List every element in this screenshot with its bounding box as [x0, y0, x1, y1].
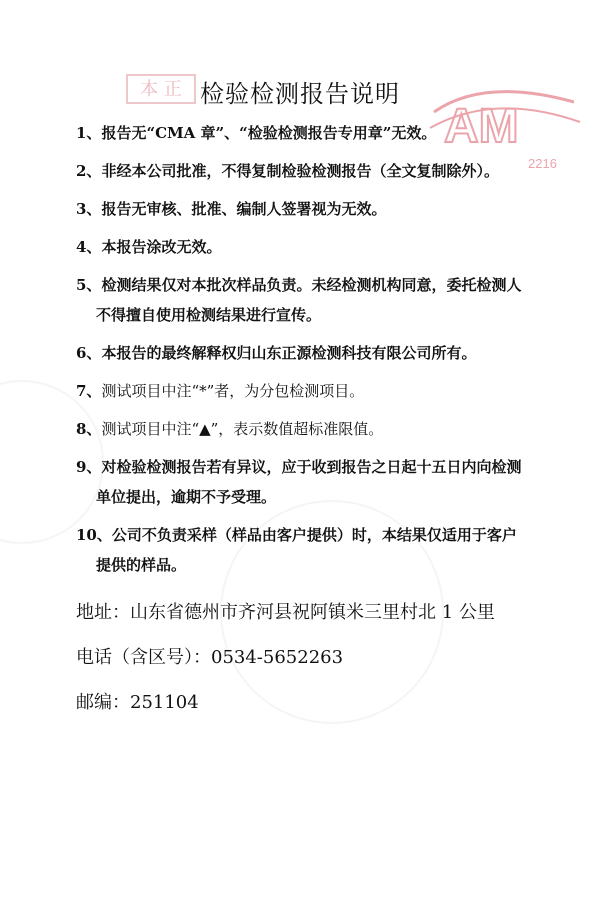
notice-item-text: 非经本公司批准，不得复制检验检测报告（全文复制除外）。	[101, 162, 499, 180]
notice-list	[76, 118, 566, 588]
am-seal-letters: AM	[444, 100, 519, 153]
partial-red-stamp: 本 正	[126, 74, 196, 104]
postcode-line: 邮编：251104	[76, 692, 199, 713]
notice-item-7: 7、测试项目中注“*”者，为分包检测项目。	[76, 382, 365, 400]
notice-item-6: 6、本报告的最终解释权归山东正源检测科技有限公司所有。	[76, 344, 477, 362]
notice-item-8: 8、测试项目中注“▲”，表示数值超标准限值。	[76, 420, 384, 438]
am-seal-serial: 2216	[528, 156, 557, 171]
notice-item-10: 10、公司不负责采样（样品由客户提供）时，本结果仅适用于客户 提供的样品。	[76, 520, 566, 580]
notice-item-text: 测试项目中注“▲”，表示数值超标准限值。	[101, 420, 384, 438]
notice-item-2: 2、非经本公司批准，不得复制检验检测报告（全文复制除外）。	[76, 162, 499, 180]
notice-item-text: 报告无审核、批准、编制人签署视为无效。	[101, 200, 387, 218]
notice-item-text: 公司不负责采样（样品由客户提供）时，本结果仅适用于客户	[111, 526, 517, 544]
notice-item-text: 对检验检测报告若有异议，应于收到报告之日起十五日内向检测	[101, 458, 522, 476]
notice-item-text: 报告无“CMA 章”、“检验检测报告专用章”无效。	[101, 124, 437, 142]
notice-item-5: 5、检测结果仅对本批次样品负责。未经检测机构同意，委托检测人 不得擅自使用检测结果进行宣传。	[76, 270, 566, 330]
notice-item-4: 4、本报告涂改无效。	[76, 238, 222, 256]
phone-line: 电话（含区号）：0534-5652263	[76, 647, 344, 668]
notice-item-1: 1、报告无“CMA 章”、“检验检测报告专用章”无效。	[76, 124, 437, 142]
notice-item-text: 本报告的最终解释权归山东正源检测科技有限公司所有。	[101, 344, 477, 362]
address-line: 地址：山东省德州市齐河县祝阿镇米三里村北 1 公里	[76, 602, 495, 623]
notice-item-text: 本报告涂改无效。	[101, 238, 222, 256]
page-title: 检验检测报告说明	[200, 80, 400, 108]
contact-info	[76, 601, 576, 736]
notice-item-text-continued: 不得擅自使用检测结果进行宣传。	[96, 306, 322, 324]
notice-item-3: 3、报告无审核、批准、编制人签署视为无效。	[76, 200, 387, 218]
notice-item-text-continued: 单位提出，逾期不予受理。	[96, 488, 277, 506]
notice-item-text-continued: 提供的样品。	[96, 556, 187, 574]
notice-item-9: 9、对检验检测报告若有异议，应于收到报告之日起十五日内向检测 单位提出，逾期不予受理。	[76, 452, 566, 512]
notice-item-text: 测试项目中注“*”者，为分包检测项目。	[101, 382, 365, 400]
notice-item-text: 检测结果仅对本批次样品负责。未经检测机构同意，委托检测人	[101, 276, 522, 294]
